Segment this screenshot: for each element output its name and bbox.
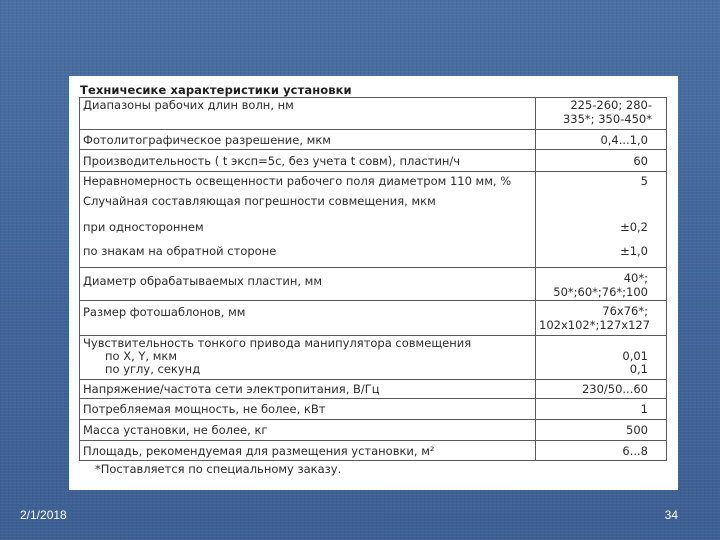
row-label: Производительность ( t эксп=5c, без учета t совм), пластин/ч: [80, 150, 536, 172]
table-row: [80, 216, 667, 242]
footnote: *Поставляется по специальному заказу.: [95, 462, 342, 476]
table-row: [80, 336, 667, 380]
row-value: 225-260; 280- 335*; 350-450*: [536, 98, 667, 130]
row-sublabel: по углу, секунд: [105, 362, 201, 376]
table-row: [80, 441, 667, 461]
row-label: Масса установки, не более, кг: [80, 420, 536, 441]
table-row: [80, 380, 667, 399]
row-label: Случайная составляющая погрешности совмещения, мкм: [80, 194, 536, 216]
row-value: 6...8: [536, 441, 667, 461]
row-label: Потребляемая мощность, не более, кВт: [80, 399, 536, 420]
row-value: 5: [536, 172, 667, 194]
row-value: ±0,2: [536, 216, 667, 242]
row-value: 0,01 0,1: [536, 336, 667, 380]
table-row: [80, 268, 667, 301]
row-label: Чувствительность тонкого привода манипулятора совмещения по X, Y, мкм по углу, секунд: [80, 336, 536, 380]
table-row: [80, 130, 667, 150]
row-label: Площадь, рекомендуемая для размещения установки, м²: [80, 441, 536, 461]
table-row: [80, 172, 667, 194]
table-title: Техничесике характеристики установки: [80, 83, 352, 97]
table-row: [80, 98, 667, 130]
row-value: 500: [536, 420, 667, 441]
row-value: 60: [536, 150, 667, 172]
spec-table-image: [69, 76, 678, 490]
row-label: Диапазоны рабочих длин волн, нм: [80, 98, 536, 130]
table-row: [80, 420, 667, 441]
table-row: [80, 150, 667, 172]
row-label: Неравномерность освещенности рабочего поля диаметром 110 мм, %: [80, 172, 536, 194]
row-label: Размер фотошаблонов, мм: [80, 301, 536, 336]
row-value: 1: [536, 399, 667, 420]
row-value: 76х76*; 102х102*;127х127: [536, 301, 667, 336]
spec-table: [79, 97, 667, 461]
row-value: [536, 194, 667, 216]
row-value: ±1,0: [536, 242, 667, 268]
row-label: Напряжение/частота сети электропитания, В/Гц: [80, 380, 536, 399]
slide-date: 2/1/2018: [20, 508, 67, 522]
row-sublabel: по X, Y, мкм: [105, 349, 178, 363]
table-row: [80, 399, 667, 420]
table-row: [80, 194, 667, 216]
row-label: по знакам на обратной стороне: [80, 242, 536, 268]
table-row: [80, 242, 667, 268]
row-label: Фотолитографическое разрешение, мкм: [80, 130, 536, 150]
row-label: Диаметр обрабатываемых пластин, мм: [80, 268, 536, 301]
row-value: 0,4...1,0: [536, 130, 667, 150]
row-value: 230/50...60: [536, 380, 667, 399]
row-label: при одностороннем: [80, 216, 536, 242]
slide-page-number: 34: [664, 508, 678, 522]
row-value: 40*; 50*;60*;76*;100: [536, 268, 667, 301]
table-row: [80, 301, 667, 336]
